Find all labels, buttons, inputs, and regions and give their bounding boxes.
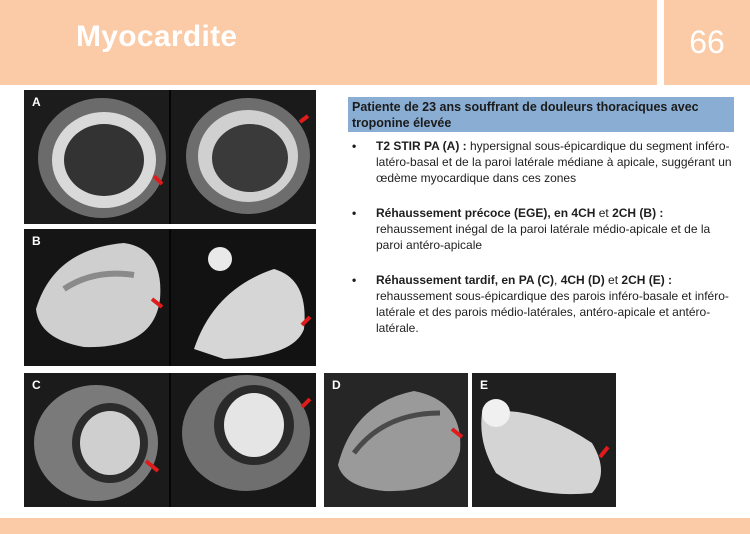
header-divider: [657, 0, 664, 85]
finding-text: rehaussement sous-épicardique des parois inféro-basale et inféro-latérale et des parois médio-latérales, antéro-apicale et antéro-latérale.: [376, 289, 729, 335]
findings-list: [352, 138, 738, 355]
finding-connector: et: [595, 206, 613, 220]
finding-text: hypersignal sous-épicardique du segment inféro-latéro-basal et de la paroi latérale médiane à apicale, suggérant un œdème myocardique dans ces zones: [376, 139, 732, 185]
title-bar: [0, 0, 657, 85]
image-panel-b: [24, 229, 316, 366]
finding-connector: ,: [554, 273, 561, 287]
finding-item: [352, 205, 738, 253]
finding-item: [352, 138, 738, 186]
panel-label-d: D: [332, 378, 341, 392]
panel-label-e: E: [480, 378, 489, 392]
image-panel-c: [24, 373, 316, 507]
image-panel-e: [472, 373, 616, 507]
footer-band: [0, 518, 750, 534]
panel-label-c: C: [32, 378, 41, 392]
finding-lead: Réhaussement tardif, en PA (C): [376, 273, 555, 287]
bullet-marker: •: [352, 206, 357, 220]
finding-lead-2: 2CH (B) :: [612, 206, 664, 220]
image-panel-a: [24, 90, 316, 224]
finding-lead-3: 2CH (E) :: [621, 273, 673, 287]
finding-item: [352, 272, 738, 336]
case-heading: Patiente de 23 ans souffrant de douleurs thoraciques avec troponine élevée: [348, 97, 734, 132]
finding-lead: T2 STIR PA (A) :: [376, 139, 467, 153]
mri-image-c: [24, 373, 316, 507]
page-title: Myocardite: [76, 20, 238, 53]
slide-number: 66: [689, 24, 725, 60]
mri-image-e: [472, 373, 616, 507]
mri-image-d: [324, 373, 468, 507]
mri-image-a: [24, 90, 316, 224]
finding-lead: Réhaussement précoce (EGE), en 4CH: [376, 206, 596, 220]
bullet-marker: •: [352, 139, 357, 153]
finding-lead-2: 4CH (D): [560, 273, 605, 287]
image-panel-d: [324, 373, 468, 507]
panel-label-a: A: [32, 95, 41, 109]
mri-image-b: [24, 229, 316, 366]
finding-text: rehaussement inégal de la paroi latérale médio-apicale et de la paroi antéro-apicale: [376, 222, 711, 252]
panel-label-b: B: [32, 234, 41, 248]
finding-connector-2: et: [604, 273, 622, 287]
bullet-marker: •: [352, 273, 357, 287]
